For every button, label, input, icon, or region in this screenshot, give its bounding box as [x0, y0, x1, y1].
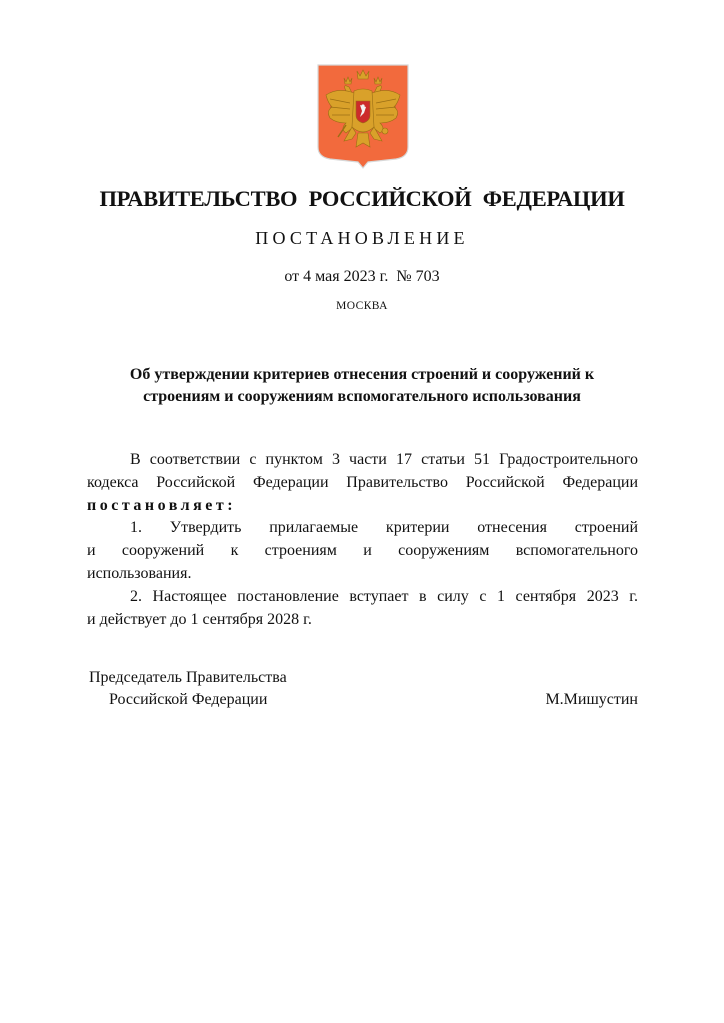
signatory-name: М.Мишустин — [545, 691, 638, 708]
subject-line: Об утверждении критериев отнесения строений и сооружений к — [129, 366, 595, 383]
subject-line: строениям и сооружениям вспомогательного использования — [143, 388, 581, 405]
government-title: ПРАВИТЕЛЬСТВО РОССИЙСКОЙ ФЕДЕРАЦИИ — [99, 186, 625, 211]
position-line: Председатель Правительства — [89, 669, 287, 686]
signatory-position — [89, 667, 349, 711]
document-city: МОСКВА — [336, 300, 388, 312]
position-line: Российской Федерации — [109, 691, 268, 708]
item-1-line: и сооружений к строениям и сооружениям вспомогательного — [87, 542, 638, 560]
paragraph-line: кодекса Российской Федерации Правительство Российской Федерации — [87, 473, 638, 491]
resolves-word: постановляет: — [87, 496, 237, 514]
item-2-line: и действует до 1 сентября 2028 г. — [87, 610, 312, 628]
paragraph-line: В соответствии с пунктом 3 части 17 статьи 51 Градостроительного — [130, 451, 638, 468]
document-type: ПОСТАНОВЛЕНИЕ — [255, 228, 469, 248]
coat-of-arms-icon — [316, 63, 410, 169]
item-2-line: 2. Настоящее постановление вступает в силу с 1 сентября 2023 г. — [130, 587, 638, 605]
document-date-number: от 4 мая 2023 г. № 703 — [284, 268, 440, 285]
item-1-line: использования. — [87, 564, 192, 582]
document-subject — [80, 364, 644, 408]
document-body — [87, 449, 638, 631]
item-1-line: 1. Утвердить прилагаемые критерии отнесения строений — [130, 519, 638, 537]
